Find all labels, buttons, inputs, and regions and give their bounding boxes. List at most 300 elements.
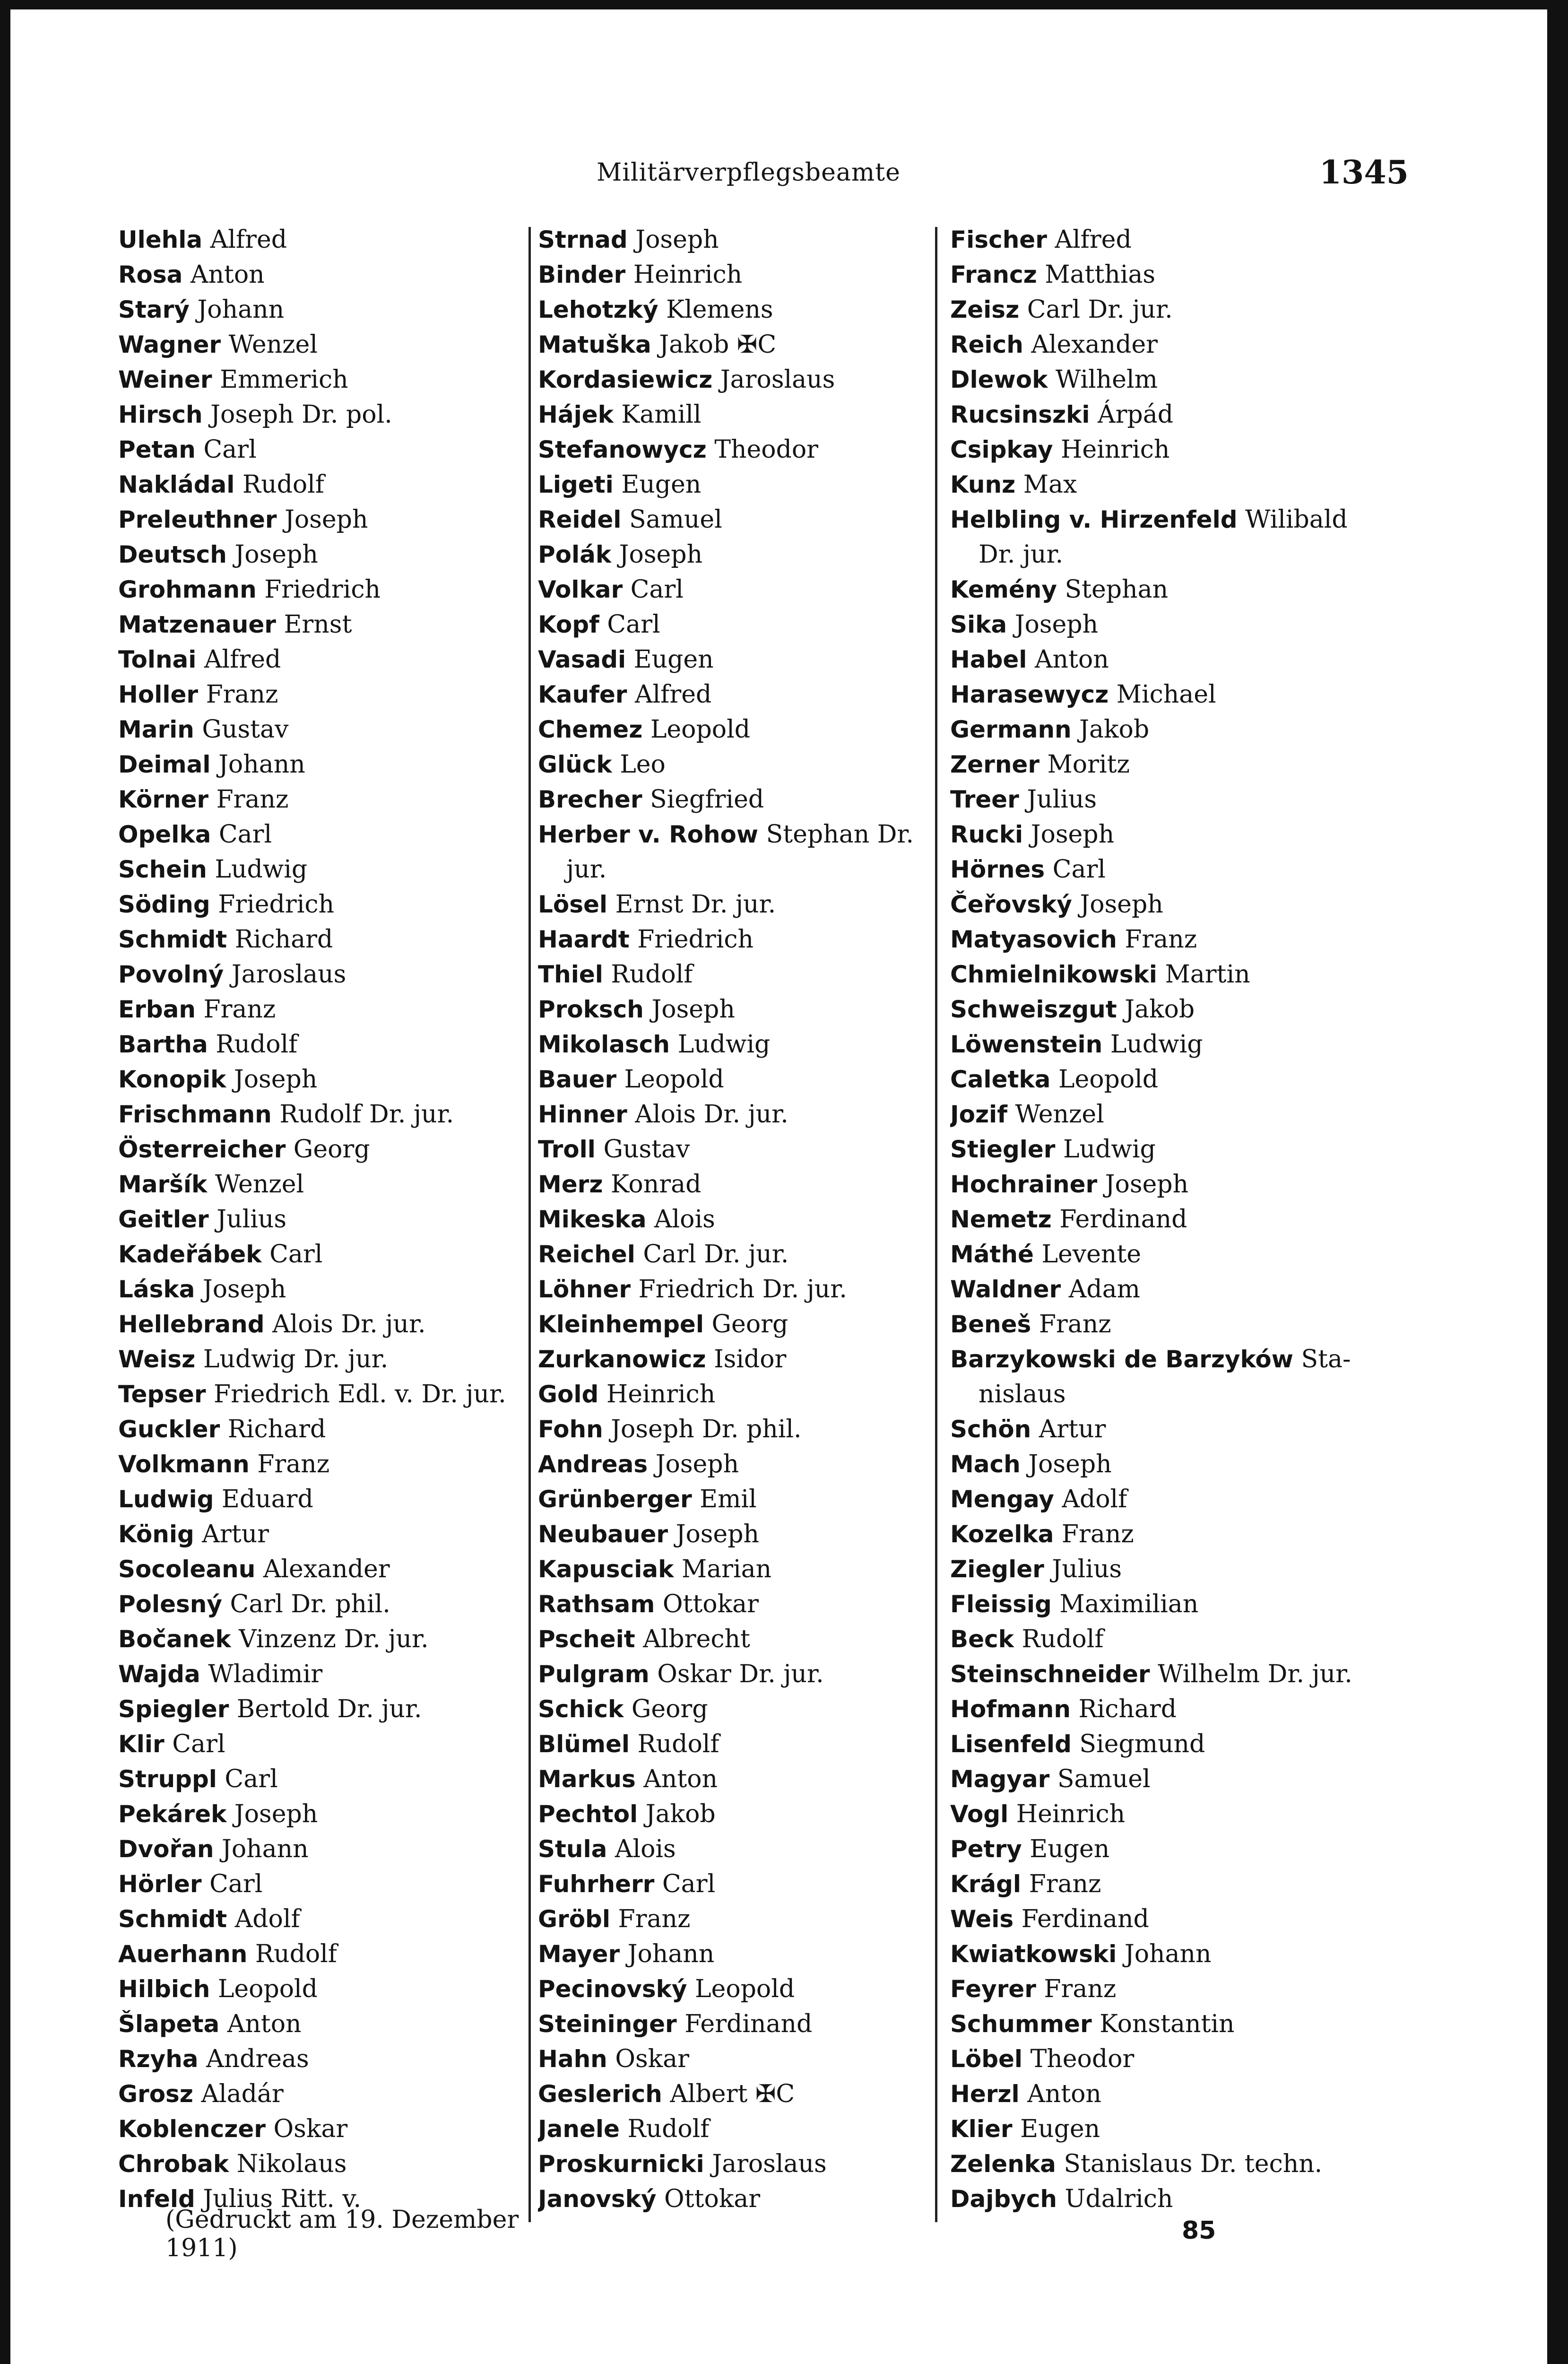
name-entry (118, 2147, 525, 2181)
surname: Weisz (118, 1346, 196, 1373)
given-name-and-title: Carl (269, 1240, 323, 1269)
surname: Löhner (538, 1276, 631, 1303)
surname: Gröbl (538, 1905, 610, 1933)
given-name-and-title: Jaroslaus (712, 2150, 827, 2178)
surname: Rucsinszki (950, 401, 1090, 428)
given-name-and-title: Alfred (210, 226, 287, 254)
surname: Petry (950, 1835, 1022, 1863)
given-name-and-title: Johann (627, 1940, 715, 1968)
name-entry (538, 1517, 944, 1552)
surname: Sika (950, 611, 1007, 638)
given-name-and-title: Johann (218, 750, 305, 779)
given-name-and-title: Stanislaus Dr. techn. (1064, 2150, 1323, 2178)
given-name-and-title: Alexander (263, 1555, 390, 1583)
given-name-and-title: Artur (1039, 1415, 1106, 1443)
surname: Schick (538, 1695, 624, 1723)
name-entry (538, 2147, 944, 2181)
given-name-and-title: Julius (217, 1205, 287, 1234)
given-name-and-title: Franz (203, 995, 276, 1024)
surname: Starý (118, 296, 190, 323)
given-name-and-title: Johann (197, 296, 285, 324)
name-entry (950, 1412, 1376, 1447)
surname: Söding (118, 891, 210, 918)
name-entry (118, 607, 525, 642)
surname: Zerner (950, 751, 1040, 778)
name-entry (118, 1412, 525, 1447)
name-entry (538, 467, 944, 502)
surname: Schmidt (118, 926, 227, 953)
given-name-and-title: Leo (620, 750, 666, 779)
name-entry (950, 1027, 1376, 1062)
name-entry (118, 397, 525, 432)
given-name-and-title: Udalrich (1065, 2185, 1173, 2213)
name-entry (538, 1587, 944, 1622)
surname: Infeld (118, 2185, 195, 2213)
given-name-and-title: Adolf (234, 1905, 300, 1933)
name-entry (118, 222, 525, 257)
surname: Konopik (118, 1066, 226, 1093)
name-entry (538, 1272, 944, 1307)
surname: Weis (950, 1905, 1014, 1933)
given-name-and-title: Ludwig (1063, 1135, 1156, 1164)
name-entry (118, 1482, 525, 1517)
surname: Löwenstein (950, 1031, 1103, 1058)
surname: Rathsam (538, 1590, 655, 1618)
surname: Deutsch (118, 541, 227, 568)
given-name-and-title: Carl (607, 610, 660, 639)
name-entry (118, 2077, 525, 2112)
given-name-and-title: Kamill (621, 400, 702, 429)
surname: Struppl (118, 1765, 217, 1793)
name-entry (118, 1867, 525, 1902)
surname: Kemény (950, 576, 1057, 603)
name-entry (538, 1342, 944, 1377)
surname: Povolný (118, 961, 224, 988)
surname: Dvořan (118, 1835, 214, 1863)
name-entry (950, 922, 1376, 957)
name-entry (950, 1202, 1376, 1237)
given-name-and-title: Franz (618, 1905, 691, 1933)
name-entry (538, 1727, 944, 1762)
name-entry (950, 2007, 1376, 2042)
name-entry (538, 1132, 944, 1167)
name-entry (950, 2112, 1376, 2147)
surname: König (118, 1521, 194, 1548)
name-entry (118, 1062, 525, 1097)
name-entry (538, 327, 944, 362)
name-entry (538, 677, 944, 712)
given-name-and-title: Theodor (714, 435, 819, 464)
given-name-and-title: Ferdinand (1021, 1905, 1149, 1933)
surname: Feyrer (950, 1975, 1036, 2003)
given-name-and-title: Johann (1124, 1940, 1212, 1968)
name-entry (950, 1132, 1376, 1167)
given-name-and-title: Carl (225, 1765, 278, 1793)
name-entry (118, 1657, 525, 1692)
surname: Blümel (538, 1730, 630, 1758)
given-name-and-title: Theodor (1030, 2045, 1135, 2073)
name-column-3 (950, 222, 1376, 2216)
name-entry (950, 1272, 1376, 1307)
given-name-and-title: Ferdinand (1059, 1205, 1187, 1234)
surname: Zurkanowicz (538, 1346, 706, 1373)
name-entry (950, 292, 1376, 327)
given-name-and-title: Anton (1034, 645, 1109, 674)
name-entry (118, 887, 525, 922)
surname: Pulgram (538, 1660, 650, 1688)
name-entry (538, 397, 944, 432)
name-entry (118, 2112, 525, 2147)
given-name-and-title: Wenzel (215, 1170, 304, 1199)
name-entry (950, 1307, 1376, 1342)
given-name-and-title: Friedrich Dr. jur. (638, 1275, 847, 1304)
given-name-and-title: Joseph (234, 540, 318, 569)
surname: Polák (538, 541, 612, 568)
surname: Csipkay (950, 436, 1053, 463)
surname: Jozif (950, 1101, 1007, 1128)
name-entry (950, 852, 1376, 887)
name-entry (118, 922, 525, 957)
surname: Deimal (118, 751, 211, 778)
surname: Volkmann (118, 1451, 250, 1478)
name-entry (118, 1937, 525, 1972)
given-name-and-title: Adam (1068, 1275, 1140, 1304)
name-entry (950, 467, 1376, 502)
name-entry (118, 537, 525, 572)
page-title: Militärverpflegsbeamte (597, 158, 901, 187)
given-name-and-title: Alois Dr. jur. (272, 1310, 426, 1338)
given-name-and-title: Joseph (651, 995, 735, 1024)
given-name-and-title: Heinrich (606, 1380, 716, 1408)
name-entry (950, 1517, 1376, 1552)
surname: Hofmann (950, 1695, 1071, 1723)
name-entry (538, 1412, 944, 1447)
name-entry (538, 1657, 944, 1692)
given-name-and-title: Wenzel (228, 330, 318, 359)
surname: Stefanowycz (538, 436, 707, 463)
given-name-and-title: Anton (1027, 2080, 1101, 2108)
given-name-and-title: Eugen (1020, 2115, 1100, 2143)
name-entry (950, 1552, 1376, 1587)
name-entry (118, 642, 525, 677)
given-name-and-title: Alois Dr. jur. (635, 1100, 788, 1129)
given-name-and-title: Nikolaus (236, 2150, 347, 2178)
name-entry (538, 572, 944, 607)
sheet-signature-mark: 85 (1182, 2216, 1216, 2245)
given-name-and-title: Adolf (1062, 1485, 1127, 1513)
surname: Wajda (118, 1660, 200, 1688)
given-name-and-title: Emmerich (220, 365, 348, 394)
surname: Kaufer (538, 681, 627, 708)
given-name-and-title: Rudolf (611, 960, 693, 989)
name-entry (950, 1342, 1376, 1377)
name-entry (950, 2147, 1376, 2181)
surname: Schweiszgut (950, 996, 1117, 1023)
surname: Kwiatkowski (950, 1940, 1117, 1968)
given-name-and-title: Stephan Dr. (766, 820, 914, 849)
surname: Mikeska (538, 1206, 647, 1233)
given-name-and-title: Rudolf (242, 470, 325, 499)
given-name-and-title: Richard (234, 925, 333, 954)
name-column-1 (118, 222, 525, 2216)
surname: Preleuthner (118, 506, 277, 533)
surname: Nakládal (118, 471, 235, 498)
name-entry (538, 432, 944, 467)
name-entry (538, 1867, 944, 1902)
name-entry (950, 2042, 1376, 2077)
surname: Treer (950, 786, 1019, 813)
name-entry (538, 607, 944, 642)
name-entry (538, 1902, 944, 1937)
name-entry (118, 467, 525, 502)
name-entry (538, 1307, 944, 1342)
given-name-and-title: Carl (218, 820, 272, 849)
name-entry (118, 1902, 525, 1937)
given-name-and-title: Heinrich (1060, 435, 1170, 464)
given-name-and-title: Isidor (714, 1345, 787, 1373)
given-name-and-title: Alfred (634, 680, 712, 709)
name-entry (950, 1762, 1376, 1797)
given-name-and-title: Franz (1044, 1975, 1117, 2003)
surname: Reich (950, 331, 1023, 358)
name-entry (950, 1167, 1376, 1202)
surname: Thiel (538, 961, 603, 988)
name-entry (118, 1797, 525, 1832)
surname: Guckler (118, 1416, 220, 1443)
surname: Proksch (538, 996, 644, 1023)
name-entry (538, 642, 944, 677)
given-name-and-title: Carl (172, 1730, 225, 1758)
surname: Dajbych (950, 2185, 1057, 2213)
given-name-and-title: Alfred (1055, 226, 1132, 254)
surname: Reidel (538, 506, 622, 533)
name-entry (950, 572, 1376, 607)
given-name-and-title: Eduard (221, 1485, 313, 1513)
name-entry (950, 2077, 1376, 2112)
name-entry (950, 747, 1376, 782)
given-name-and-title: Joseph (635, 226, 719, 254)
name-entry (118, 747, 525, 782)
surname: Germann (950, 716, 1072, 743)
given-name-and-title: Anton (227, 2010, 302, 2038)
surname: Schmidt (118, 1905, 227, 1933)
given-name-and-title: Georg (293, 1135, 370, 1164)
name-entry (950, 327, 1376, 362)
given-name-and-title: Joseph (1105, 1170, 1189, 1199)
given-name-and-title: Oskar (273, 2115, 348, 2143)
given-name-and-title: Levente (1041, 1240, 1142, 1269)
given-name-and-title: Ferdinand (684, 2010, 813, 2038)
surname: Spiegler (118, 1695, 229, 1723)
name-entry (538, 852, 944, 887)
surname: Mikolasch (538, 1031, 670, 1058)
given-name-and-title: Wilhelm Dr. jur. (1158, 1660, 1352, 1688)
given-name-and-title: Leopold (695, 1975, 795, 2003)
given-name-and-title: Michael (1116, 680, 1216, 709)
given-name-and-title: Friedrich Edl. v. Dr. jur. (214, 1380, 506, 1408)
name-entry (118, 327, 525, 362)
surname: Matuška (538, 331, 651, 358)
surname: Caletka (950, 1066, 1051, 1093)
given-name-and-title: Johann (221, 1835, 309, 1863)
given-name-and-title: Joseph (234, 1065, 318, 1094)
given-name-and-title: Franz (1039, 1310, 1111, 1338)
name-entry (538, 2007, 944, 2042)
given-name-and-title: Ludwig (677, 1030, 771, 1059)
name-entry (950, 1727, 1376, 1762)
name-entry (538, 1797, 944, 1832)
name-entry (950, 817, 1376, 852)
surname: Rucki (950, 821, 1023, 848)
surname: Kopf (538, 611, 599, 638)
surname: Herzl (950, 2080, 1020, 2108)
given-name-and-title: Stephan (1065, 575, 1169, 604)
given-name-and-title: Franz (216, 785, 289, 814)
name-entry (538, 1377, 944, 1412)
surname: Petan (118, 436, 196, 463)
name-entry (538, 1447, 944, 1482)
given-name-and-title: Ottokar (662, 1590, 759, 1618)
given-name-and-title: Franz (206, 680, 278, 709)
surname: Auerhann (118, 1940, 248, 1968)
name-entry (538, 712, 944, 747)
surname: Holler (118, 681, 199, 708)
surname: Kleinhempel (538, 1311, 704, 1338)
given-name-and-title: Heinrich (1016, 1800, 1126, 1828)
name-entry (950, 1622, 1376, 1657)
given-name-and-title: Jakob (1079, 715, 1150, 744)
surname: Bauer (538, 1066, 617, 1093)
given-name-and-title: Wenzel (1015, 1100, 1104, 1129)
given-name-and-title: Georg (711, 1310, 788, 1338)
name-entry (538, 537, 944, 572)
surname: Hahn (538, 2045, 607, 2073)
surname: Socoleanu (118, 1556, 256, 1583)
name-entry (950, 397, 1376, 432)
name-entry (538, 2042, 944, 2077)
surname: Klir (118, 1730, 165, 1758)
name-entry (950, 1062, 1376, 1097)
given-name-and-title: Carl (1052, 855, 1106, 884)
given-name-and-title: Konrad (610, 1170, 702, 1199)
surname: Krágl (950, 1870, 1022, 1898)
surname: Chemez (538, 716, 643, 743)
given-name-and-title: Carl (203, 435, 257, 464)
surname: Stula (538, 1835, 607, 1863)
surname: Steininger (538, 2010, 677, 2038)
name-entry (950, 887, 1376, 922)
given-name-and-title: Siegfried (650, 785, 764, 814)
given-name-and-title: Heinrich (633, 261, 743, 289)
given-name-and-title: Anton (643, 1765, 718, 1793)
surname: Pechtol (538, 1800, 638, 1828)
scan-border-left (0, 0, 10, 2364)
given-name-and-title: Leopold (1058, 1065, 1159, 1094)
given-name-and-title: Artur (202, 1520, 269, 1548)
name-entry (118, 362, 525, 397)
given-name-and-title: Joseph (202, 1275, 286, 1304)
given-name-and-title: Ernst (284, 610, 352, 639)
given-name-and-title: Friedrich (218, 890, 334, 919)
surname: Bočanek (118, 1625, 231, 1653)
surname: Pecinovský (538, 1975, 687, 2003)
name-entry (538, 257, 944, 292)
given-name-and-title: Carl Dr. phil. (230, 1590, 390, 1618)
given-name-and-title: Eugen (621, 470, 702, 499)
given-name-and-title: Bertold Dr. jur. (236, 1695, 422, 1723)
name-entry (538, 1202, 944, 1237)
given-name-and-title: Alfred (204, 645, 281, 674)
surname: Pscheit (538, 1625, 635, 1653)
name-entry (118, 572, 525, 607)
given-name-and-title: Carl (630, 575, 684, 604)
given-name-and-title: Julius (1052, 1555, 1122, 1583)
name-entry (950, 1692, 1376, 1727)
given-name-and-title: jur. (566, 855, 607, 884)
surname: Francz (950, 261, 1037, 288)
name-entry (950, 2181, 1376, 2216)
surname: Helbling v. Hirzenfeld (950, 506, 1238, 533)
surname: Kozelka (950, 1521, 1054, 1548)
name-entry (538, 747, 944, 782)
given-name-and-title: Jaroslaus (231, 960, 347, 989)
given-name-and-title: Oskar (615, 2045, 689, 2073)
surname: Beneš (950, 1311, 1031, 1338)
surname: Neubauer (538, 1521, 668, 1548)
given-name-and-title: Georg (631, 1695, 708, 1723)
surname: Chmielnikowski (950, 961, 1157, 988)
given-name-and-title: Rudolf (1022, 1625, 1104, 1653)
given-name-and-title: Ottokar (664, 2185, 761, 2213)
surname: Wagner (118, 331, 221, 358)
name-entry (538, 2077, 944, 2112)
surname: Chrobak (118, 2150, 229, 2178)
given-name-and-title: Konstantin (1100, 2010, 1235, 2038)
given-name-and-title: Anton (190, 261, 265, 289)
surname: Hörnes (950, 856, 1045, 883)
given-name-and-title: Siegmund (1079, 1730, 1205, 1758)
name-entry (118, 1832, 525, 1867)
surname: Kunz (950, 471, 1016, 498)
given-name-and-title: Joseph (234, 1800, 318, 1828)
given-name-and-title: Carl (209, 1870, 263, 1898)
surname: Körner (118, 786, 209, 813)
name-entry (538, 817, 944, 852)
name-entry (950, 957, 1376, 992)
surname: Andreas (538, 1451, 648, 1478)
surname: Vasadi (538, 646, 626, 673)
name-entry (950, 1482, 1376, 1517)
name-entry (538, 992, 944, 1027)
surname: Hinner (538, 1101, 627, 1128)
name-entry (118, 712, 525, 747)
surname: Beck (950, 1625, 1014, 1653)
given-name-and-title: Richard (1078, 1695, 1177, 1723)
column-divider (528, 227, 531, 2222)
name-entry (950, 1377, 1376, 1412)
given-name-and-title: Alois (654, 1205, 715, 1234)
given-name-and-title: Gustav (603, 1135, 690, 1164)
print-date-note: (Gedruckt am 19. Dezember 1911) (165, 2206, 519, 2262)
name-entry (538, 502, 944, 537)
surname: Matzenauer (118, 611, 276, 638)
name-entry (118, 1692, 525, 1727)
given-name-and-title: Alois (615, 1835, 676, 1863)
surname: Polesný (118, 1590, 222, 1618)
given-name-and-title: Moritz (1047, 750, 1130, 779)
given-name-and-title: Maximilian (1059, 1590, 1199, 1618)
surname: Geitler (118, 1206, 209, 1233)
